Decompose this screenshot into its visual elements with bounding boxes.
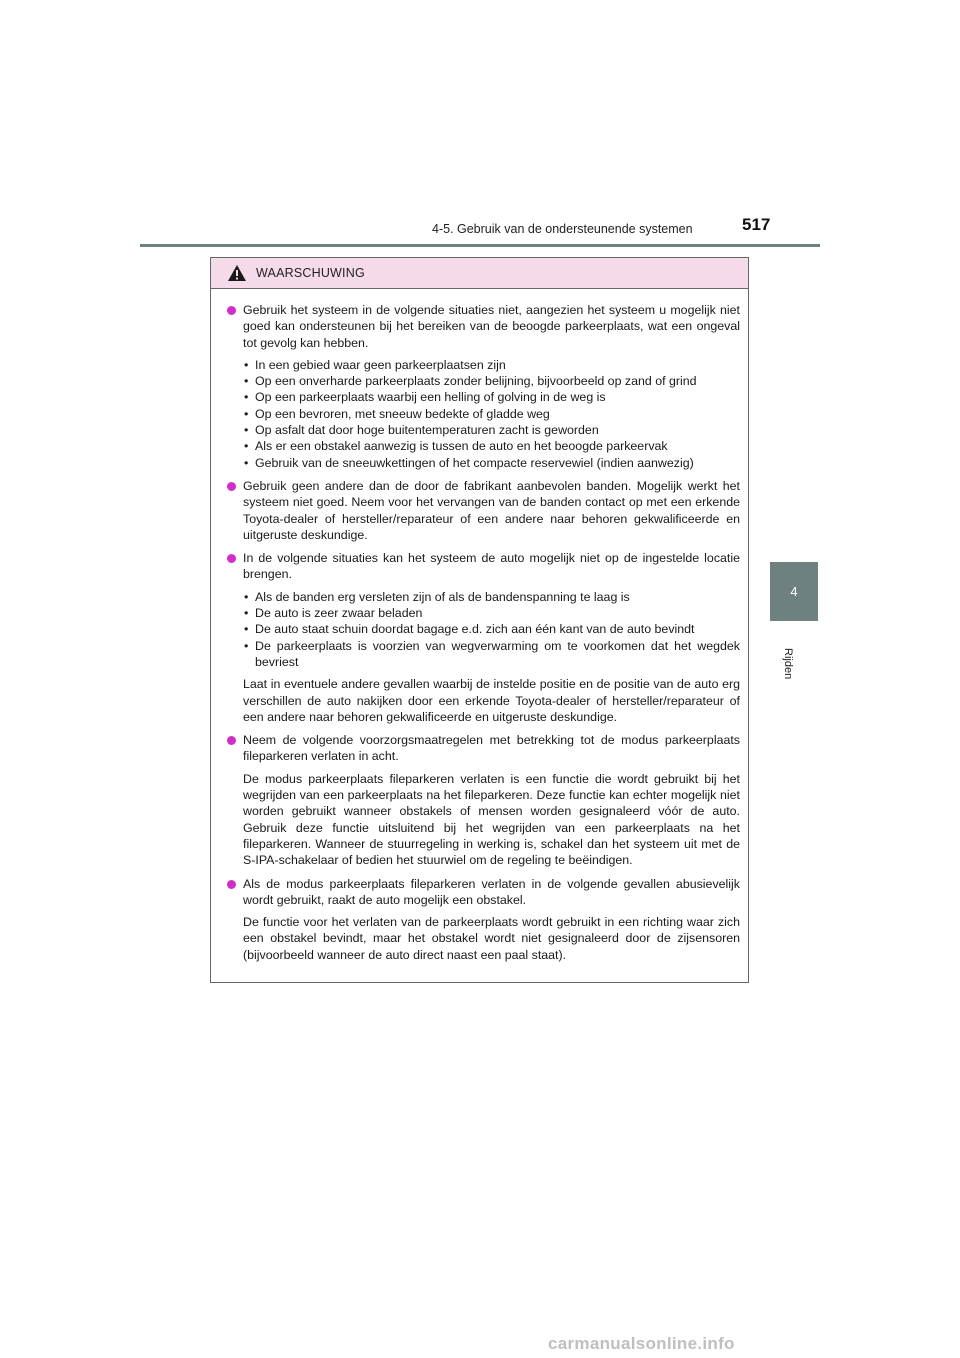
item-followup-text: Laat in eventuele andere gevallen waarbij de instelde positie en de positie van de auto erg verschillen de auto nakijken door een erkende Toyota-dealer of hersteller/reparateur of een andere naar behoren gekwalificeerde en uitgeruste deskundige. bbox=[243, 677, 740, 724]
warning-box bbox=[210, 257, 749, 983]
item-text: In de volgende situaties kan het systeem de auto mogelijk niet op de ingestelde locatie brengen. bbox=[243, 551, 740, 582]
bullet-icon bbox=[227, 880, 236, 889]
bullet-icon bbox=[227, 554, 236, 563]
chapter-tab bbox=[770, 562, 818, 621]
list-item: • De auto staat schuin doordat bagage e.d. zich aan één kant van de auto bevindt bbox=[243, 621, 740, 637]
item-text: Gebruik geen andere dan de door de fabrikant aanbevolen banden. Mogelijk werkt het systeem niet goed. Neem voor het vervangen van de banden contact op met een erkende Toyota-dealer of hersteller/reparateur of een andere naar behoren gekwalificeerde en uitgeruste deskundige. bbox=[243, 478, 740, 542]
list-item: • Op asfalt dat door hoge buitentemperaturen zacht is geworden bbox=[243, 422, 740, 438]
list-item: • Gebruik van de sneeuwkettingen of het compacte reservewiel (indien aanwezig) bbox=[243, 455, 740, 471]
header-rule bbox=[140, 244, 820, 247]
list-item: • Als de banden erg versleten zijn of als de bandenspanning te laag is bbox=[243, 589, 740, 605]
sub-list bbox=[243, 589, 740, 670]
list-item: • Op een bevroren, met sneeuw bedekte of gladde weg bbox=[243, 406, 740, 422]
list-item: • In een gebied waar geen parkeerplaatsen zijn bbox=[243, 357, 740, 373]
item-text: Als de modus parkeerplaats fileparkeren verlaten in de volgende gevallen abusievelijk wordt gebruikt, raakt de auto mogelijk een obstakel. bbox=[243, 876, 740, 907]
warning-item bbox=[225, 876, 740, 963]
chapter-number: 4 bbox=[790, 584, 798, 599]
bullet-icon bbox=[227, 306, 236, 315]
warning-item bbox=[225, 478, 740, 543]
warning-item bbox=[225, 302, 740, 471]
running-header-section: 4-5. Gebruik van de ondersteunende systemen bbox=[432, 222, 693, 236]
warning-body bbox=[211, 289, 748, 963]
list-item: • De parkeerplaats is voorzien van wegverwarming om te voorkomen dat het wegdek bevriest bbox=[243, 638, 740, 671]
warning-item bbox=[225, 550, 740, 725]
item-paragraph: De functie voor het verlaten van de parkeerplaats wordt gebruikt in een richting waar zich een obstakel bevindt, maar het obstakel wordt niet gesignaleerd door de zijsensoren (bijvoorbeeld wanneer de auto direct naast een paal staat). bbox=[243, 915, 740, 962]
warning-title: WAARSCHUWING bbox=[256, 266, 365, 280]
list-item: • De auto is zeer zwaar beladen bbox=[243, 605, 740, 621]
sub-list bbox=[243, 357, 740, 471]
item-text: Gebruik het systeem in de volgende situaties niet, aangezien het systeem u mogelijk niet goed kan ondersteunen bij het bereiken van de beoogde parkeerplaats, wat een ongeval tot gevolg kan hebben. bbox=[243, 303, 740, 350]
bullet-icon bbox=[227, 736, 236, 745]
warning-triangle-icon bbox=[227, 264, 247, 282]
page-number: 517 bbox=[742, 215, 771, 234]
item-text: Neem de volgende voorzorgsmaatregelen met betrekking tot de modus parkeerplaats fileparkeren verlaten in acht. bbox=[243, 733, 740, 764]
list-item: • Op een parkeerplaats waarbij een helling of golving in de weg is bbox=[243, 389, 740, 405]
watermark: carmanualsonline.info bbox=[548, 1334, 735, 1353]
list-item: • Als er een obstakel aanwezig is tussen de auto en het beoogde parkeervak bbox=[243, 438, 740, 454]
chapter-label: Rijden bbox=[782, 648, 794, 680]
bullet-icon bbox=[227, 482, 236, 491]
item-paragraph: De modus parkeerplaats fileparkeren verlaten is een functie die wordt gebruikt bij het wegrijden van een parkeerplaats na het fileparkeren. Deze functie kan echter mogelijk niet worden gebruikt wanneer obstakels of mensen worden gesignaleerd vóór de auto. Gebruik deze functie uitsluitend bij het wegrijden van een parkeerplaats na het fileparkeren. Wanneer de stuurregeling in werking is, schakel dan het systeem uit met de S-IPA-schakelaar of bedien het stuurwiel om de regeling te beëindigen. bbox=[243, 771, 740, 868]
warning-header bbox=[211, 258, 748, 289]
warning-item bbox=[225, 732, 740, 868]
list-item: • Op een onverharde parkeerplaats zonder belijning, bijvoorbeeld op zand of grind bbox=[243, 373, 740, 389]
